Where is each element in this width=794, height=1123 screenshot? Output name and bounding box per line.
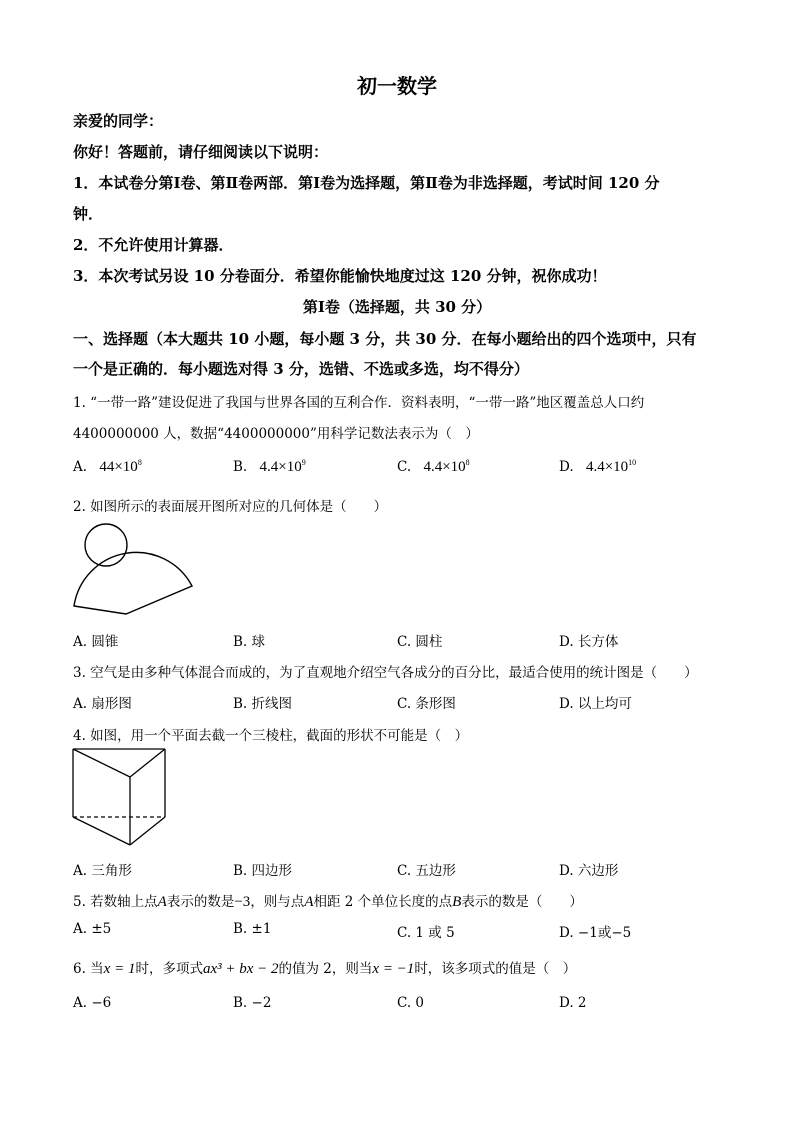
point-b-symbol: B: [452, 894, 462, 910]
option-value: $4.4\times 10^9$: [259, 458, 306, 475]
question-5-option-c[interactable]: C. 1 或 5: [397, 925, 455, 941]
question-5-option-a[interactable]: A. ±5: [73, 921, 112, 937]
page-title: 初一数学: [357, 74, 437, 98]
greeting: 亲爱的同学：: [73, 112, 164, 130]
section-title: 第Ⅰ卷（选择题，共 30 分）: [302, 298, 492, 316]
rule-1-line-2: 钟．: [73, 205, 104, 223]
question-1-line-2: 4400000000 人，数据“4400000000”用科学记数法表示为（ ）: [73, 426, 479, 442]
section-heading-line-1: 一、选择题（本大题共 10 小题，每小题 3 分，共 30 分．在每小题给出的四个选项中，只有: [73, 330, 697, 348]
rule-2: 2．不允许使用计算器．: [73, 236, 234, 254]
question-1-option-b[interactable]: [233, 458, 306, 476]
question-5-option-d[interactable]: D. −1或−5: [559, 925, 632, 941]
question-6-text: 6. 当x = 1时，多项式ax³ + bx − 2的值为 2，则当x = −1时，该多项式的值是（ ）: [73, 961, 577, 977]
question-5-text: 5. 若数轴上点A表示的数是−3，则与点A相距 2 个单位长度的点B表示的数是（ ）: [73, 894, 583, 910]
condition-1: x = 1: [103, 961, 136, 977]
question-2-option-d[interactable]: D. 长方体: [559, 634, 619, 650]
question-5-option-b[interactable]: B. ±1: [233, 921, 272, 937]
question-4-option-d[interactable]: D. 六边形: [559, 863, 619, 879]
question-2-text: 2. 如图所示的表面展开图所对应的几何体是（ ）: [73, 499, 388, 515]
sector-lateral-shape: [74, 552, 192, 614]
option-value: $4.4\times 10^{10}$: [585, 458, 637, 475]
question-2-option-b[interactable]: B. 球: [233, 634, 266, 650]
question-4-option-b[interactable]: B. 四边形: [233, 863, 293, 879]
option-label: B.: [233, 459, 248, 475]
polynomial: ax³ + bx − 2: [202, 961, 279, 977]
question-6-option-c[interactable]: C. 0: [397, 995, 425, 1011]
question-3-option-d[interactable]: D. 以上均可: [559, 696, 632, 712]
question-1-option-a[interactable]: [73, 458, 142, 476]
triangular-prism-figure: [70, 746, 170, 850]
question-3-text: 3. 空气是由多种气体混合而成的，为了直观地介绍空气各成分的百分比，最适合使用的统计图是（ ）: [73, 665, 698, 681]
point-a-symbol: A: [157, 894, 167, 910]
question-6-option-d[interactable]: D. 2: [559, 995, 587, 1011]
section-heading-line-2: 一个是正确的．每小题选对得 3 分，选错、不选或多选，均不得分）: [73, 360, 529, 378]
option-label: A.: [73, 459, 88, 475]
question-3-option-b[interactable]: B. 折线图: [233, 696, 293, 712]
option-value: $44\times 10^8$: [99, 458, 142, 475]
option-label: C.: [397, 459, 412, 475]
point-a-value: −3: [234, 894, 251, 910]
question-1-option-c[interactable]: [397, 458, 470, 476]
option-label: D.: [559, 459, 574, 475]
question-4-option-c[interactable]: C. 五边形: [397, 863, 456, 879]
question-4-text: 4. 如图，用一个平面去截一个三棱柱，截面的形状不可能是（ ）: [73, 728, 469, 744]
instructions-intro: 你好！答题前，请仔细阅读以下说明：: [73, 143, 329, 161]
rule-3: 3．本次考试另设 10 分卷面分．希望你能愉快地度过这 120 分钟，祝你成功！: [73, 267, 607, 285]
question-4-option-a[interactable]: A. 三角形: [73, 863, 132, 879]
point-a-symbol: A: [304, 894, 314, 910]
condition-2: x = −1: [372, 961, 415, 977]
question-1-line-1: 1. “一带一路”建设促进了我国与世界各国的互利合作．资料表明，“一带一路”地区覆盖总人口约: [73, 395, 645, 411]
question-2-option-c[interactable]: C. 圆柱: [397, 634, 443, 650]
option-value: $4.4\times 10^8$: [423, 458, 470, 475]
cone-net-figure: [70, 520, 200, 616]
question-1-option-d[interactable]: [559, 458, 636, 476]
question-3-option-c[interactable]: C. 条形图: [397, 696, 456, 712]
question-6-option-b[interactable]: B. −2: [233, 995, 272, 1011]
question-2-option-a[interactable]: A. 圆锥: [73, 634, 119, 650]
question-3-option-a[interactable]: A. 扇形图: [73, 696, 132, 712]
rule-1-line-1: 1．本试卷分第Ⅰ卷、第Ⅱ卷两部．第Ⅰ卷为选择题，第Ⅱ卷为非选择题，考试时间 120 分: [73, 174, 660, 192]
question-6-option-a[interactable]: A. −6: [73, 995, 112, 1011]
